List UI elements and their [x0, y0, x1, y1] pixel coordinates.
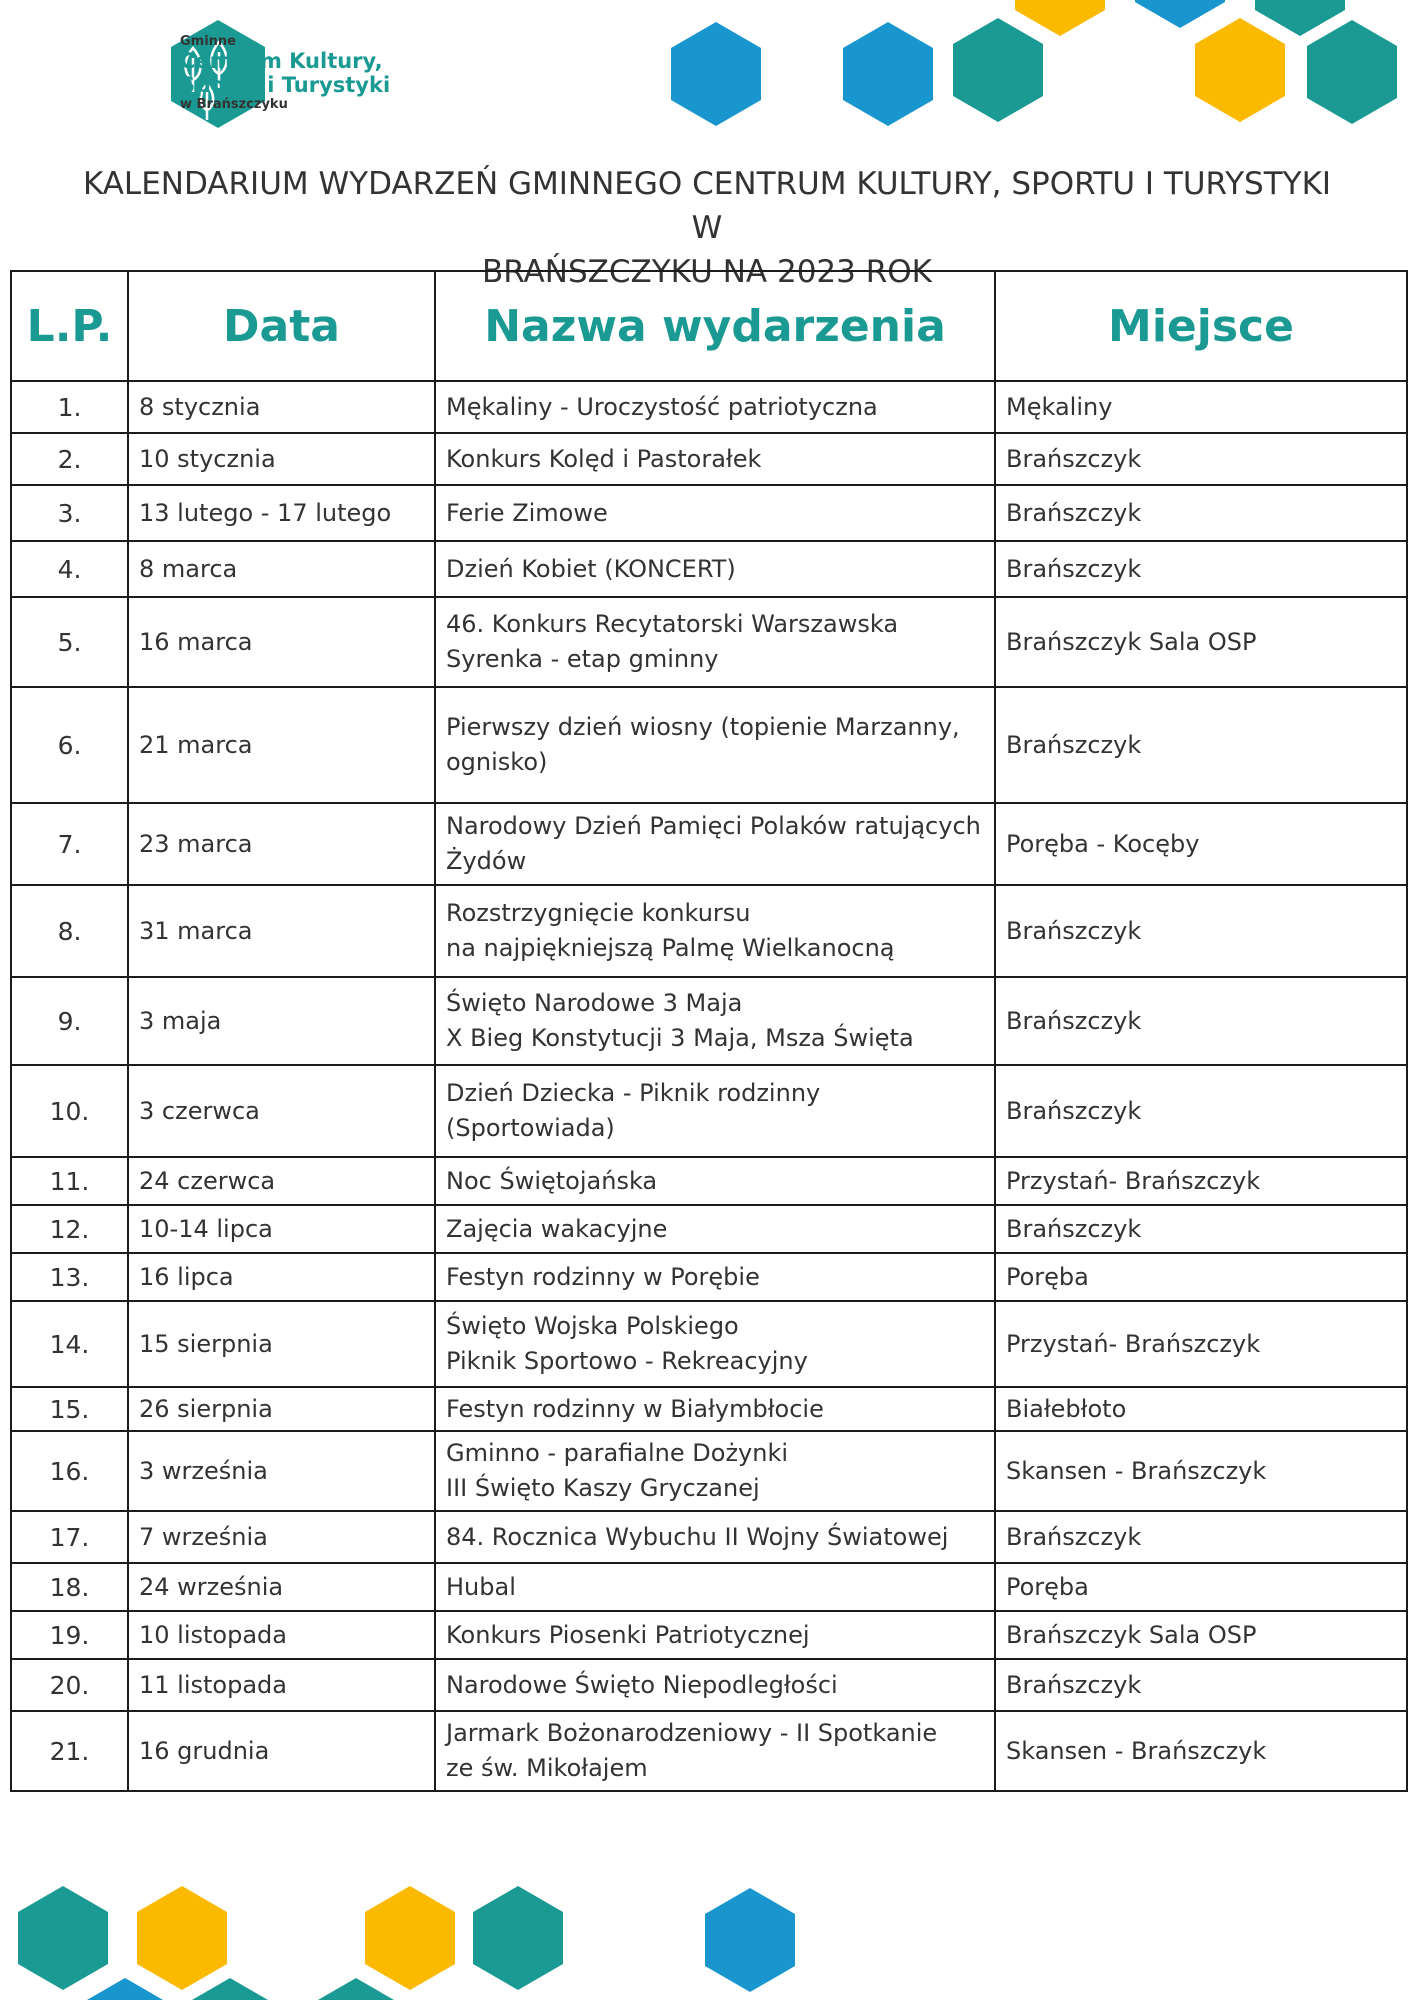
row-number: 9. — [11, 977, 128, 1065]
row-number: 2. — [11, 433, 128, 485]
event-name: Dzień Dziecka - Piknik rodzinny (Sportowiada) — [435, 1065, 995, 1157]
event-name: Święto Narodowe 3 Maja X Bieg Konstytucji 3 Maja, Msza Święta — [435, 977, 995, 1065]
row-number: 20. — [11, 1659, 128, 1711]
table-row — [11, 1611, 1407, 1659]
event-date: 3 czerwca — [128, 1065, 435, 1157]
table-row — [11, 541, 1407, 597]
row-number: 16. — [11, 1431, 128, 1511]
logo-text — [180, 34, 390, 112]
event-name: 84. Rocznica Wybuchu II Wojny Światowej — [435, 1511, 995, 1563]
row-number: 8. — [11, 885, 128, 977]
event-date: 16 lipca — [128, 1253, 435, 1301]
table-row — [11, 1511, 1407, 1563]
event-date: 21 marca — [128, 687, 435, 803]
event-name: 46. Konkurs Recytatorski Warszawska Syrenka - etap gminny — [435, 597, 995, 687]
event-place: Brańszczyk — [995, 977, 1407, 1065]
table-row — [11, 433, 1407, 485]
row-number: 21. — [11, 1711, 128, 1791]
event-name: Hubal — [435, 1563, 995, 1611]
table-row — [11, 1711, 1407, 1791]
row-number: 1. — [11, 381, 128, 433]
table-row — [11, 687, 1407, 803]
event-name: Konkurs Piosenki Patriotycznej — [435, 1611, 995, 1659]
row-number: 5. — [11, 597, 128, 687]
row-number: 4. — [11, 541, 128, 597]
row-number: 11. — [11, 1157, 128, 1205]
event-name: Festyn rodzinny w Białymbłocie — [435, 1387, 995, 1431]
event-date: 26 sierpnia — [128, 1387, 435, 1431]
event-place: Brańszczyk — [995, 687, 1407, 803]
event-date: 10 stycznia — [128, 433, 435, 485]
event-name: Jarmark Bożonarodzeniowy - II Spotkanie ze św. Mikołajem — [435, 1711, 995, 1791]
row-number: 7. — [11, 803, 128, 885]
table-row — [11, 1301, 1407, 1387]
event-place: Brańszczyk — [995, 1065, 1407, 1157]
column-header-lp: L.P. — [11, 271, 128, 381]
event-date: 10-14 lipca — [128, 1205, 435, 1253]
event-place: Brańszczyk — [995, 1205, 1407, 1253]
event-date: 11 listopada — [128, 1659, 435, 1711]
table-row — [11, 381, 1407, 433]
row-number: 13. — [11, 1253, 128, 1301]
event-name: Noc Świętojańska — [435, 1157, 995, 1205]
event-name: Święto Wojska Polskiego Piknik Sportowo - Rekreacyjny — [435, 1301, 995, 1387]
event-place: Poręba - Kocęby — [995, 803, 1407, 885]
event-date: 24 czerwca — [128, 1157, 435, 1205]
event-place: Brańszczyk Sala OSP — [995, 1611, 1407, 1659]
event-place: Poręba — [995, 1563, 1407, 1611]
event-date: 16 marca — [128, 597, 435, 687]
event-place: Brańszczyk — [995, 885, 1407, 977]
row-number: 14. — [11, 1301, 128, 1387]
event-place: Przystań- Brańszczyk — [995, 1301, 1407, 1387]
event-date: 10 listopada — [128, 1611, 435, 1659]
row-number: 19. — [11, 1611, 128, 1659]
row-number: 18. — [11, 1563, 128, 1611]
event-name: Mękaliny - Uroczystość patriotyczna — [435, 381, 995, 433]
logo-line-location: w Brańszczyku — [180, 97, 288, 112]
event-name: Ferie Zimowe — [435, 485, 995, 541]
event-place: Brańszczyk — [995, 1511, 1407, 1563]
table-row — [11, 485, 1407, 541]
event-name: Narodowe Święto Niepodległości — [435, 1659, 995, 1711]
table-row — [11, 1157, 1407, 1205]
event-place: Brańszczyk Sala OSP — [995, 597, 1407, 687]
title-line-2: BRAŃSZCZYKU NA 2023 ROK — [482, 254, 932, 290]
column-header-place: Miejsce — [995, 271, 1407, 381]
event-name: Rozstrzygnięcie konkursu na najpiękniejszą Palmę Wielkanocną — [435, 885, 995, 977]
event-name: Gminno - parafialne Dożynki III Święto Kaszy Gryczanej — [435, 1431, 995, 1511]
event-date: 23 marca — [128, 803, 435, 885]
event-name: Zajęcia wakacyjne — [435, 1205, 995, 1253]
row-number: 10. — [11, 1065, 128, 1157]
table-row — [11, 1563, 1407, 1611]
column-header-event-name: Nazwa wydarzenia — [435, 271, 995, 381]
table-row — [11, 1387, 1407, 1431]
event-name: Festyn rodzinny w Porębie — [435, 1253, 995, 1301]
logo-line-gminne: Gminne — [180, 34, 236, 49]
event-date: 7 września — [128, 1511, 435, 1563]
row-number: 3. — [11, 485, 128, 541]
event-name: Narodowy Dzień Pamięci Polaków ratujących Żydów — [435, 803, 995, 885]
table-row — [11, 977, 1407, 1065]
title-line-1: KALENDARIUM WYDARZEŃ GMINNEGO CENTRUM KULTURY, SPORTU I TURYSTYKI W — [82, 166, 1332, 246]
event-place: Przystań- Brańszczyk — [995, 1157, 1407, 1205]
column-header-date: Data — [128, 271, 435, 381]
event-place: Skansen - Brańszczyk — [995, 1711, 1407, 1791]
event-place: Mękaliny — [995, 381, 1407, 433]
bottom-hexagon-decoration — [0, 1880, 1414, 2000]
event-name: Pierwszy dzień wiosny (topienie Marzanny, ognisko) — [435, 687, 995, 803]
table-row — [11, 1431, 1407, 1511]
row-number: 17. — [11, 1511, 128, 1563]
table-row — [11, 1065, 1407, 1157]
event-place: Brańszczyk — [995, 485, 1407, 541]
table-header-row — [11, 271, 1407, 381]
table-row — [11, 803, 1407, 885]
event-date: 24 września — [128, 1563, 435, 1611]
event-place: Brańszczyk — [995, 541, 1407, 597]
event-place: Brańszczyk — [995, 1659, 1407, 1711]
event-date: 3 maja — [128, 977, 435, 1065]
row-number: 12. — [11, 1205, 128, 1253]
table-row — [11, 1659, 1407, 1711]
event-place: Skansen - Brańszczyk — [995, 1431, 1407, 1511]
row-number: 15. — [11, 1387, 128, 1431]
event-date: 8 marca — [128, 541, 435, 597]
event-date: 13 lutego - 17 lutego — [128, 485, 435, 541]
event-place: Brańszczyk — [995, 433, 1407, 485]
table-row — [11, 597, 1407, 687]
table-row — [11, 885, 1407, 977]
event-date: 31 marca — [128, 885, 435, 977]
event-place: Poręba — [995, 1253, 1407, 1301]
table-row — [11, 1205, 1407, 1253]
table-row — [11, 1253, 1407, 1301]
event-name: Konkurs Kolęd i Pastorałek — [435, 433, 995, 485]
row-number: 6. — [11, 687, 128, 803]
event-place: Białebłoto — [995, 1387, 1407, 1431]
event-name: Dzień Kobiet (KONCERT) — [435, 541, 995, 597]
events-table — [10, 270, 1408, 1792]
logo-line-sportu: Sportu i Turystyki — [180, 73, 391, 97]
event-date: 8 stycznia — [128, 381, 435, 433]
event-date: 15 sierpnia — [128, 1301, 435, 1387]
event-date: 16 grudnia — [128, 1711, 435, 1791]
logo-line-centrum: Centrum Kultury, — [180, 49, 383, 73]
event-date: 3 września — [128, 1431, 435, 1511]
